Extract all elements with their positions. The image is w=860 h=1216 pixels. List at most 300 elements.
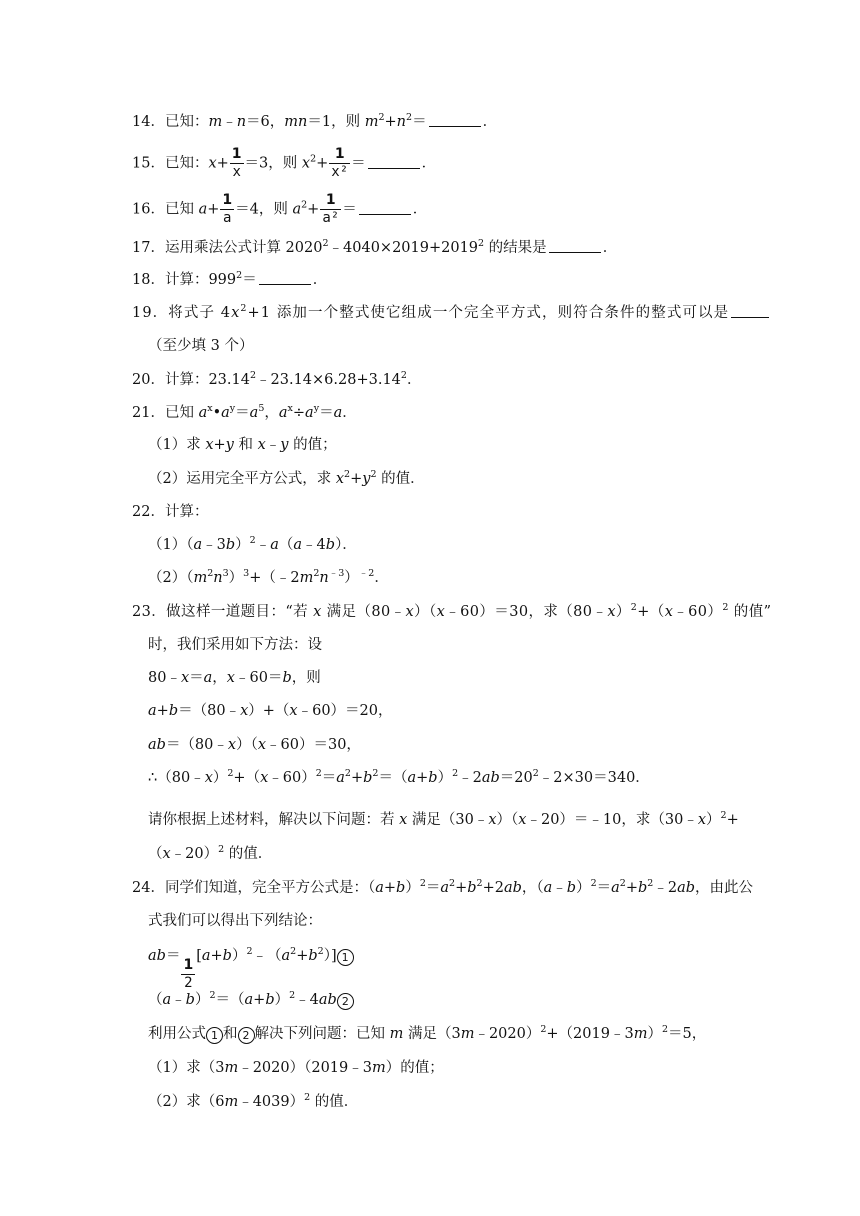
var: ab xyxy=(318,992,337,1008)
var: n xyxy=(236,114,247,130)
text: + xyxy=(350,770,364,786)
var: a xyxy=(203,670,213,686)
text: ﹣20） xyxy=(170,846,219,862)
text: 的值． xyxy=(310,1094,359,1110)
text: 和 xyxy=(223,1026,238,1042)
text: ． xyxy=(312,272,328,288)
text: + xyxy=(156,703,169,719)
text: （1）求 xyxy=(148,437,206,453)
question-23-line xyxy=(148,635,322,655)
numerator: 1 xyxy=(222,192,233,208)
text: + xyxy=(316,155,329,172)
exponent: 2 xyxy=(661,1024,668,1035)
text: +（﹣2 xyxy=(249,570,300,586)
exponent: 2 xyxy=(246,946,253,957)
var: x xyxy=(405,604,415,620)
text: 已知 xyxy=(164,201,199,218)
text: ． xyxy=(602,240,618,256)
exponent: 2 xyxy=(249,535,256,546)
text: 80﹣ xyxy=(148,670,181,686)
exponent: 2 xyxy=(478,238,485,249)
question-21 xyxy=(132,403,357,423)
exponent: 2 xyxy=(378,112,385,123)
text: ） xyxy=(615,604,631,620)
var: a xyxy=(193,537,203,553)
fraction xyxy=(320,192,341,227)
var: b xyxy=(363,770,373,786)
text: + xyxy=(253,992,266,1008)
text: 同学们知道，完全平方公式是：（ xyxy=(164,880,376,896)
text: （1）（ xyxy=(148,537,194,553)
question-23-line xyxy=(148,844,272,864)
exponent: 2 xyxy=(630,602,638,613)
question-number: 24． xyxy=(132,880,165,896)
text: 计算： xyxy=(164,504,209,520)
circled-number: 1 xyxy=(337,949,354,966)
text: 的值． xyxy=(376,471,425,487)
question-number: 15． xyxy=(132,155,165,172)
text: ﹣4040×2019+2019 xyxy=(328,240,479,256)
text: ＝ xyxy=(319,405,334,421)
question-23-line xyxy=(148,668,321,688)
denominator: 2 xyxy=(184,975,193,991)
text: ∴（80﹣ xyxy=(148,770,205,786)
var: x xyxy=(436,604,446,620)
var: a xyxy=(292,201,302,218)
question-24-line xyxy=(148,911,322,931)
text: +（ xyxy=(637,604,665,620)
var: x xyxy=(231,305,241,321)
var: b xyxy=(225,537,236,553)
text: ＝5， xyxy=(667,1026,707,1042)
text: • xyxy=(212,405,222,421)
text: ﹣4039） xyxy=(238,1094,305,1110)
text: + xyxy=(625,880,638,896)
var: m xyxy=(208,114,223,130)
text: ． xyxy=(342,405,357,421)
answer-blank[interactable] xyxy=(259,272,311,285)
exponent: 2 xyxy=(289,990,296,1001)
text: 式我们可以得出下列结论： xyxy=(148,913,322,929)
text: ﹣60）＝30，求（80﹣ xyxy=(445,604,608,620)
text: +2 xyxy=(482,880,504,896)
text: ﹣2020）（2019﹣3 xyxy=(238,1060,372,1076)
question-23 xyxy=(132,602,771,622)
exponent: 2 xyxy=(406,112,413,123)
answer-blank[interactable] xyxy=(368,156,420,169)
text: ） xyxy=(194,992,210,1008)
exponent: 2 xyxy=(240,303,248,314)
question-24-part-2 xyxy=(148,1092,358,1112)
question-20 xyxy=(132,370,421,390)
text: ） xyxy=(274,992,290,1008)
exponent: 3 xyxy=(243,568,250,579)
text: + xyxy=(416,770,429,786)
question-19 xyxy=(132,303,771,323)
text: ﹣3 xyxy=(202,537,226,553)
var: a xyxy=(270,537,279,553)
text: ） xyxy=(647,1026,662,1042)
text: ． xyxy=(412,201,428,218)
var: x xyxy=(227,737,237,753)
text: 的值” xyxy=(728,604,772,620)
text: ） xyxy=(344,570,359,586)
var: a xyxy=(249,405,259,421)
text: ﹣4 xyxy=(295,992,319,1008)
text: ﹣60） xyxy=(673,604,723,620)
question-22 xyxy=(132,502,208,522)
fraction xyxy=(329,146,350,181)
text: 将式子 4 xyxy=(168,305,232,321)
var: b xyxy=(325,537,336,553)
var: a xyxy=(543,880,553,896)
var: x xyxy=(226,670,235,686)
text: （1）求（3 xyxy=(148,1060,225,1076)
text: ﹣60＝ xyxy=(234,670,283,686)
var: x xyxy=(697,812,707,828)
denominator: a xyxy=(223,210,232,226)
text: （至少填 3 个） xyxy=(148,338,254,354)
text: 和 xyxy=(233,437,258,453)
exponent: 2 xyxy=(310,153,317,165)
text: ）的值； xyxy=(385,1060,444,1076)
text: 运用乘法公式计算 2020 xyxy=(164,240,323,256)
text: + xyxy=(307,201,320,218)
text: ． xyxy=(406,372,422,388)
answer-blank[interactable] xyxy=(359,202,411,215)
text: （ xyxy=(148,992,163,1008)
var: m xyxy=(224,1094,239,1110)
question-23-line xyxy=(148,810,739,830)
exponent: 2 xyxy=(301,199,308,211)
text: ﹣（ xyxy=(252,948,282,964)
answer-blank[interactable] xyxy=(731,305,769,318)
exponent: 2 xyxy=(619,878,626,889)
var: a xyxy=(336,770,345,786)
var: x xyxy=(257,737,267,753)
var: a xyxy=(440,880,450,896)
exponent: 2 xyxy=(720,810,727,821)
text: ＝ xyxy=(342,201,357,218)
var: b xyxy=(222,948,232,964)
text: + xyxy=(455,880,468,896)
exponent: 2 xyxy=(419,878,426,889)
exponent: 2 xyxy=(449,878,456,889)
text: ，则 xyxy=(291,670,321,686)
var: x xyxy=(208,155,217,172)
var: n xyxy=(213,570,223,586)
var: a xyxy=(407,770,417,786)
var: b xyxy=(566,880,577,896)
text: ． xyxy=(374,570,389,586)
fraction xyxy=(230,146,244,181)
text: ﹣60）＝20， xyxy=(297,703,393,719)
text: ﹣ xyxy=(265,437,281,453)
var: x xyxy=(518,812,527,828)
text: ，由此公 xyxy=(695,880,753,896)
text: 满足（30﹣ xyxy=(407,812,489,828)
question-number: 20． xyxy=(132,372,165,388)
exponent: 2 xyxy=(370,469,377,480)
text: 解决下列问题：已知 xyxy=(254,1026,390,1042)
question-number: 14． xyxy=(132,114,165,130)
exponent: y xyxy=(229,403,236,414)
question-number: 17． xyxy=(132,240,165,256)
var: b xyxy=(265,992,275,1008)
denominator: a² xyxy=(322,210,340,226)
question-18 xyxy=(132,270,327,290)
text: + xyxy=(383,880,397,896)
exponent: 2 xyxy=(590,878,597,889)
text: ÷ xyxy=(292,405,306,421)
text: ） xyxy=(576,880,591,896)
text: ﹣2020） xyxy=(474,1026,541,1042)
exponent: 2 xyxy=(452,768,459,779)
var: x xyxy=(301,155,311,172)
var: m xyxy=(371,1060,386,1076)
text: ， xyxy=(212,670,227,686)
text: [ xyxy=(196,948,202,964)
text: ＝ xyxy=(165,948,181,964)
exponent: 3 xyxy=(222,568,229,579)
text: +1 添加一个整式使它组成一个完全平方式，则符合条件的整式可以是 xyxy=(247,305,730,321)
text: ＝ xyxy=(412,114,427,130)
var: m xyxy=(364,114,379,130)
formula-2 xyxy=(148,990,354,1010)
exponent: 2 xyxy=(207,568,214,579)
text: ﹣2×30＝340． xyxy=(538,770,650,786)
exponent: x xyxy=(207,403,213,414)
var: b xyxy=(282,670,292,686)
text: ）+（ xyxy=(248,703,290,719)
var: m xyxy=(460,1026,475,1042)
denominator: x xyxy=(232,164,241,180)
text: ）（ xyxy=(496,812,519,828)
var: a xyxy=(198,405,208,421)
text: 做这样一道题目：“若 xyxy=(166,604,314,620)
text: ） xyxy=(212,770,228,786)
numerator: 1 xyxy=(183,957,194,973)
numerator: 1 xyxy=(325,192,336,208)
var: x xyxy=(257,437,266,453)
text: ＝3，则 xyxy=(244,155,302,172)
question-24-part-1 xyxy=(148,1058,444,1078)
question-22-part-2 xyxy=(148,568,389,588)
exponent: 2 xyxy=(476,878,483,889)
text: + xyxy=(216,155,229,172)
exponent: 2 xyxy=(647,878,654,889)
text: + xyxy=(207,201,220,218)
var: x xyxy=(335,471,345,487)
exponent: 2 xyxy=(540,1024,547,1035)
exponent: 2 xyxy=(344,768,351,779)
text: （2）求（6 xyxy=(148,1094,225,1110)
text: ）． xyxy=(335,537,357,553)
text: + xyxy=(350,471,363,487)
var: a xyxy=(221,405,230,421)
question-23-line xyxy=(148,701,393,721)
text: ﹣60） xyxy=(268,770,316,786)
exponent: 2 xyxy=(209,990,216,1001)
question-number: 21． xyxy=(132,405,165,421)
formula-1 xyxy=(148,946,354,992)
exponent: 2 xyxy=(236,270,243,281)
var: n xyxy=(396,114,407,130)
var: b xyxy=(428,770,438,786)
text: 满足（3 xyxy=(403,1026,461,1042)
var: mn xyxy=(284,114,308,130)
var: m xyxy=(193,570,208,586)
circled-number: 2 xyxy=(337,993,354,1010)
var: a xyxy=(333,405,343,421)
text: ）（ xyxy=(414,604,437,620)
var: a xyxy=(278,405,288,421)
text: 计算：23.14 xyxy=(164,372,250,388)
var: a xyxy=(281,948,291,964)
text: ） xyxy=(228,570,244,586)
exponent: 2 xyxy=(722,602,729,613)
question-21-part-2 xyxy=(148,469,425,489)
var: x xyxy=(488,812,497,828)
text: ﹣2 xyxy=(458,770,482,786)
circled-number: 2 xyxy=(238,1027,255,1044)
text: ＝6， xyxy=(246,114,285,130)
text: ＝20 xyxy=(499,770,533,786)
text: （2）运用完全平方公式，求 xyxy=(148,471,336,487)
var: b xyxy=(168,703,179,719)
exponent: 2 xyxy=(322,238,329,249)
text: ） xyxy=(706,812,721,828)
exponent: 2 xyxy=(304,1092,311,1103)
var: y xyxy=(362,471,371,487)
var: b xyxy=(308,948,318,964)
var: x xyxy=(162,846,171,862)
text: + xyxy=(210,948,223,964)
text: ， xyxy=(264,405,279,421)
text: ＝1，则 xyxy=(307,114,365,130)
fraction xyxy=(181,957,195,992)
question-24-line xyxy=(148,1024,706,1044)
answer-blank[interactable] xyxy=(549,240,601,253)
text: ﹣ xyxy=(255,537,271,553)
text: ＝4，则 xyxy=(235,201,293,218)
text: ﹣60）＝30， xyxy=(266,737,361,753)
var: m xyxy=(633,1026,648,1042)
exponent: 2 xyxy=(315,768,322,779)
var: b xyxy=(637,880,648,896)
text: + xyxy=(726,812,739,828)
var: x+y xyxy=(205,437,234,453)
text: （ xyxy=(148,846,163,862)
text: ． xyxy=(482,114,498,130)
var: m xyxy=(299,570,314,586)
text: ） xyxy=(405,880,420,896)
exponent: 2 xyxy=(218,844,225,855)
text: +（2019﹣3 xyxy=(546,1026,634,1042)
exponent: 2 xyxy=(290,946,297,957)
fraction xyxy=(220,192,234,227)
question-19-line2 xyxy=(148,336,253,356)
var: a xyxy=(162,992,172,1008)
var: x xyxy=(204,770,213,786)
text: 请你根据上述材料，解决以下问题：若 xyxy=(148,812,400,828)
question-22-part-1 xyxy=(148,535,357,555)
var: b xyxy=(185,992,195,1008)
text: 已知： xyxy=(164,155,209,172)
text: ＝ xyxy=(596,880,612,896)
text: ＝（80﹣ xyxy=(165,737,228,753)
var: a xyxy=(293,537,303,553)
var: ab xyxy=(503,880,522,896)
question-number: 23． xyxy=(132,604,167,620)
text: 的值； xyxy=(288,437,337,453)
var: x xyxy=(664,604,674,620)
question-number: 22． xyxy=(132,504,165,520)
question-24 xyxy=(132,878,753,898)
text: 的结果是 xyxy=(484,240,547,256)
var: a xyxy=(375,880,384,896)
exponent: 2 xyxy=(227,768,234,779)
text: ，（ xyxy=(521,880,544,896)
exponent: 2 xyxy=(317,946,324,957)
exponent: 2 xyxy=(400,370,407,381)
question-number: 16． xyxy=(132,201,165,218)
text: ＝（ xyxy=(378,770,408,786)
var: a xyxy=(201,948,211,964)
exponent: 2 xyxy=(372,768,379,779)
var: b xyxy=(467,880,477,896)
question-number: 18． xyxy=(132,272,165,288)
question-21-part-1 xyxy=(148,435,337,455)
var: ab xyxy=(148,737,166,753)
text: ﹣23.14×6.28+3.14 xyxy=(256,372,401,388)
text: ﹣2 xyxy=(653,880,678,896)
question-17 xyxy=(132,238,617,258)
text: ﹣20）＝﹣10，求（30﹣ xyxy=(526,812,698,828)
var: a xyxy=(148,703,157,719)
question-23-line xyxy=(148,735,361,755)
var: x xyxy=(399,812,408,828)
var: m xyxy=(224,1060,239,1076)
numerator: 1 xyxy=(231,146,242,162)
answer-blank[interactable] xyxy=(429,114,481,127)
text: 满足（80﹣ xyxy=(321,604,406,620)
text: 利用公式 xyxy=(148,1026,206,1042)
text: ）] xyxy=(323,948,337,964)
text: ＝（80﹣ xyxy=(178,703,241,719)
var: a xyxy=(244,992,254,1008)
text: ） xyxy=(235,537,250,553)
var: n xyxy=(319,570,329,586)
text: ＝（ xyxy=(215,992,245,1008)
text: ﹣ xyxy=(171,992,186,1008)
text: ）（ xyxy=(236,737,258,753)
denominator: x² xyxy=(331,164,349,180)
text: ＝ xyxy=(242,272,257,288)
exponent: x xyxy=(287,403,293,414)
text: （ xyxy=(278,537,294,553)
text: ） xyxy=(231,948,247,964)
exponent: ﹣2 xyxy=(358,568,375,579)
numerator: 1 xyxy=(334,146,345,162)
text: ＝ xyxy=(235,405,250,421)
text: （2）（ xyxy=(148,570,194,586)
text: + xyxy=(384,114,397,130)
var: y xyxy=(280,437,289,453)
text: ． xyxy=(421,155,437,172)
var: a xyxy=(305,405,314,421)
exponent: 2 xyxy=(344,469,351,480)
